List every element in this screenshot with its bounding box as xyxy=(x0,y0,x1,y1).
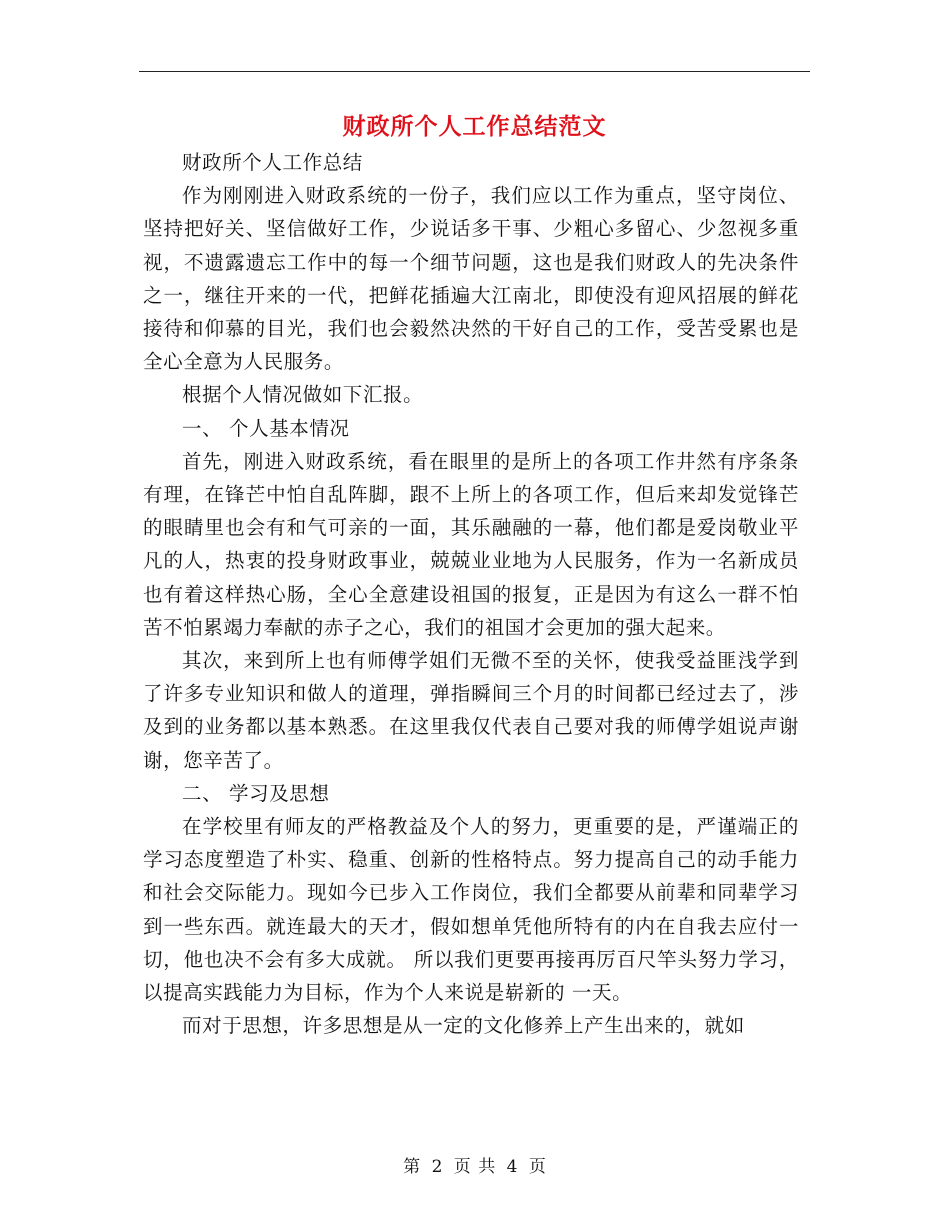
footer-prefix: 第 xyxy=(403,1157,422,1177)
header-rule xyxy=(139,71,810,72)
paragraph-first: 首先，刚进入财政系统，看在眼里的是所上的各项工作井然有序条条有理，在锋芒中怕自乱阵脚，跟不上所上的各项工作，但后来却发觉锋芒的眼睛里也会有和气可亲的一面，其乐融融的一幕，他们都是爱岗敬业平凡的人，热衷的投身财政事业，兢兢业业地为人民服务，作为一名新成员也有着这样热心肠，全心全意建设祖国的报复，正是因为有这么一群不怕苦不怕累竭力奉献的赤子之心，我们的祖国才会更加的强大起来。 xyxy=(143,449,799,639)
paragraph-intro: 作为刚刚进入财政系统的一份子，我们应以工作为重点，坚守岗位、坚持把好关、坚信做好工作，少说话多干事、少粗心多留心、少忽视多重视，不遗露遗忘工作中的每一个细节问题，这也是我们财政人的先决条件之一，继往开来的一代，把鲜花插遍大江南北，即使没有迎风招展的鲜花接待和仰慕的目光，我们也会毅然决然的干好自己的工作，受苦受累也是全心全意为人民服务。 xyxy=(143,184,799,374)
paragraph-study: 在学校里有师友的严格教益及个人的努力，更重要的是，严谨端正的学习态度塑造了朴实、稳重、创新的性格特点。努力提高自己的动手能力和社会交际能力。现如今已步入工作岗位，我们全都要从前辈和同辈学习到一些东西。就连最大的天才，假如想单凭他所特有的内在自我去应付一切，他也决不会有多大成就。 所以我们更要再接再厉百尺竿头努力学习，以提高实践能力为目标，作为个人来说是崭新的 一天。 xyxy=(143,815,799,1005)
paragraph-second: 其次，来到所上也有师傅学姐们无微不至的关怀，使我受益匪浅学到了许多专业知识和做人的道理，弹指瞬间三个月的时间都已经过去了，涉及到的业务都以基本熟悉。在这里我仅代表自己要对我的师傅学姐说声谢谢，您辛苦了。 xyxy=(143,649,799,772)
document-title: 财政所个人工作总结范文 xyxy=(342,114,607,140)
section-heading-1: 一、 个人基本情况 xyxy=(182,416,350,440)
footer-total-pages: 4 xyxy=(506,1157,519,1177)
footer-middle: 页 共 xyxy=(453,1157,497,1177)
page-footer xyxy=(0,1152,950,1177)
paragraph-report-lead: 根据个人情况做如下汇报。 xyxy=(182,383,424,407)
footer-suffix: 页 xyxy=(528,1157,547,1177)
section-heading-2: 二、 学习及思想 xyxy=(182,781,330,805)
paragraph-subtitle: 财政所个人工作总结 xyxy=(182,151,363,174)
footer-current-page: 2 xyxy=(431,1157,444,1177)
document-body xyxy=(143,146,799,1042)
paragraph-thought: 而对于思想，许多思想是从一定的文化修养上产生出来的，就如 xyxy=(182,1014,745,1038)
